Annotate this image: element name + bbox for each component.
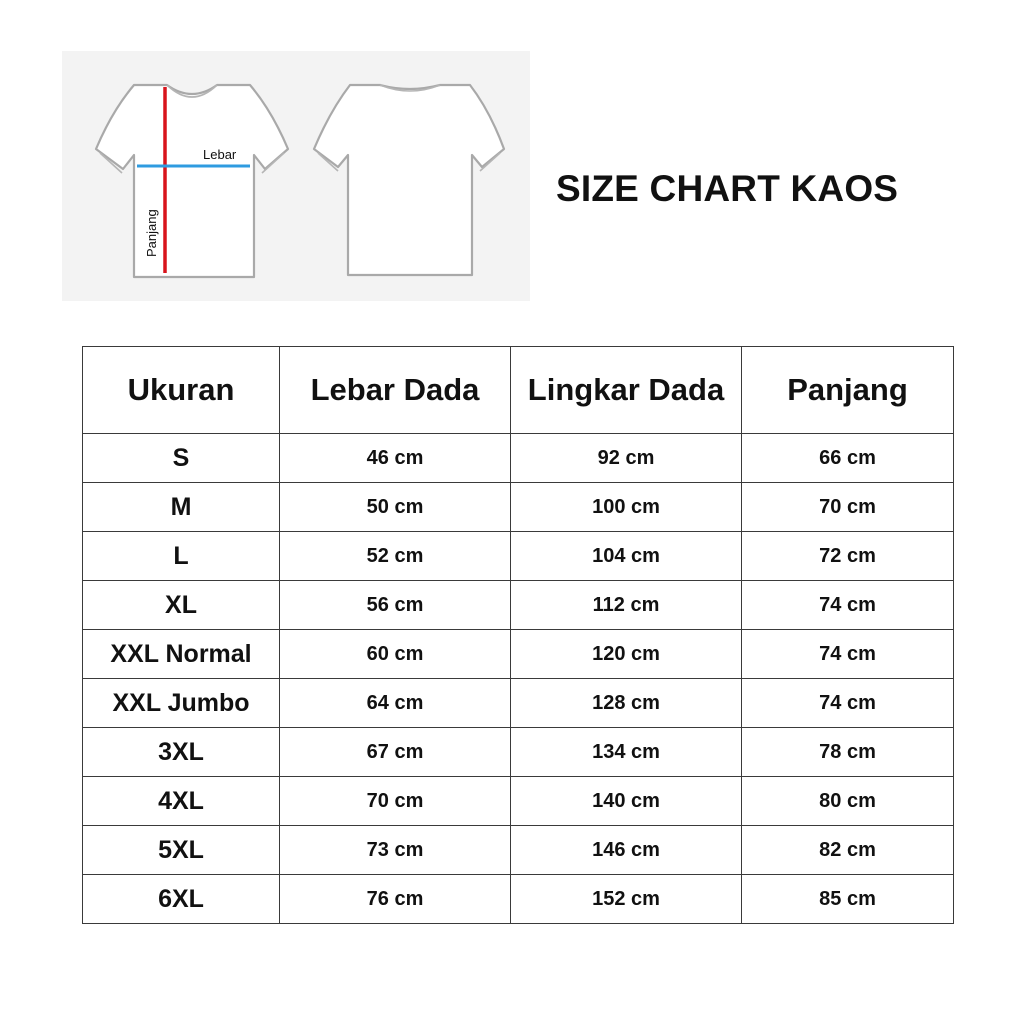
lebar-dada-cell: 70 cm: [280, 777, 511, 826]
size-cell: M: [83, 483, 280, 532]
table-row: [83, 728, 954, 777]
lebar-dada-cell: 50 cm: [280, 483, 511, 532]
tshirt-diagram: [62, 51, 530, 301]
page-title: SIZE CHART KAOS: [556, 168, 899, 209]
size-cell: XL: [83, 581, 280, 630]
lingkar-dada-cell: 120 cm: [511, 630, 742, 679]
lingkar-dada-cell: 146 cm: [511, 826, 742, 875]
panjang-cell: 72 cm: [742, 532, 954, 581]
lebar-dada-cell: 46 cm: [280, 434, 511, 483]
lingkar-dada-cell: 92 cm: [511, 434, 742, 483]
panjang-cell: 74 cm: [742, 679, 954, 728]
tshirt-illustration: [62, 51, 530, 301]
lebar-dada-cell: 67 cm: [280, 728, 511, 777]
table-row: [83, 777, 954, 826]
size-cell: 4XL: [83, 777, 280, 826]
table-row: [83, 581, 954, 630]
header-panjang: Panjang: [742, 347, 954, 434]
lingkar-dada-cell: 140 cm: [511, 777, 742, 826]
panjang-cell: 74 cm: [742, 581, 954, 630]
size-cell: 5XL: [83, 826, 280, 875]
header-lingkar-dada: Lingkar Dada: [511, 347, 742, 434]
size-cell: 3XL: [83, 728, 280, 777]
table-row: [83, 630, 954, 679]
lebar-dada-cell: 64 cm: [280, 679, 511, 728]
tshirt-front-icon: [96, 85, 288, 277]
table-row: [83, 826, 954, 875]
size-cell: XXL Jumbo: [83, 679, 280, 728]
lebar-label: Lebar: [203, 147, 237, 162]
panjang-cell: 66 cm: [742, 434, 954, 483]
tshirt-back-icon: [314, 85, 504, 275]
panjang-cell: 80 cm: [742, 777, 954, 826]
panjang-cell: 82 cm: [742, 826, 954, 875]
lingkar-dada-cell: 100 cm: [511, 483, 742, 532]
lebar-dada-cell: 52 cm: [280, 532, 511, 581]
header-ukuran: Ukuran: [83, 347, 280, 434]
size-chart-table: [82, 346, 954, 924]
lingkar-dada-cell: 152 cm: [511, 875, 742, 924]
lebar-dada-cell: 60 cm: [280, 630, 511, 679]
lingkar-dada-cell: 128 cm: [511, 679, 742, 728]
lingkar-dada-cell: 134 cm: [511, 728, 742, 777]
size-cell: XXL Normal: [83, 630, 280, 679]
lebar-dada-cell: 76 cm: [280, 875, 511, 924]
table-row: [83, 483, 954, 532]
header-lebar-dada: Lebar Dada: [280, 347, 511, 434]
lingkar-dada-cell: 112 cm: [511, 581, 742, 630]
panjang-cell: 78 cm: [742, 728, 954, 777]
size-cell: 6XL: [83, 875, 280, 924]
lebar-dada-cell: 56 cm: [280, 581, 511, 630]
panjang-cell: 74 cm: [742, 630, 954, 679]
table-row: [83, 434, 954, 483]
size-cell: L: [83, 532, 280, 581]
table-row: [83, 875, 954, 924]
table-row: [83, 532, 954, 581]
lingkar-dada-cell: 104 cm: [511, 532, 742, 581]
panjang-label: Panjang: [144, 209, 159, 257]
table-header-row: [83, 347, 954, 434]
panjang-cell: 70 cm: [742, 483, 954, 532]
size-cell: S: [83, 434, 280, 483]
lebar-dada-cell: 73 cm: [280, 826, 511, 875]
table-row: [83, 679, 954, 728]
panjang-cell: 85 cm: [742, 875, 954, 924]
